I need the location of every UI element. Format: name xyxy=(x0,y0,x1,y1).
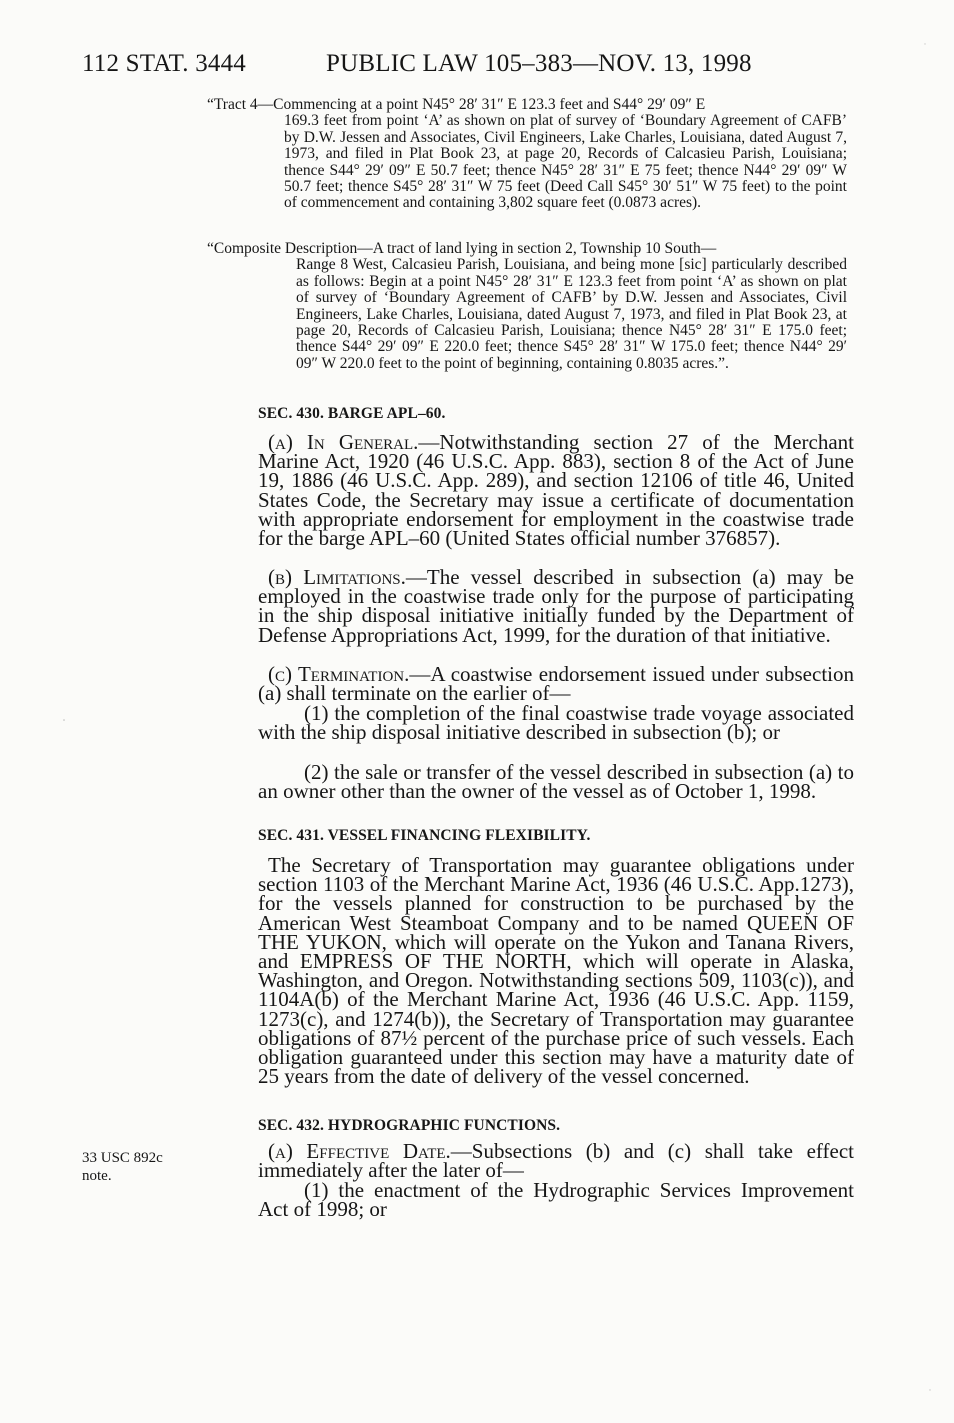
running-header: PUBLIC LAW 105–383—NOV. 13, 1998 xyxy=(326,50,752,77)
section-430-b-label: (b) Limitations. xyxy=(268,565,406,589)
section-432-a-text: —Subsections (b) and (c) shall take effect immediately after the later of— xyxy=(258,1139,854,1183)
section-430-c-2: (2) the sale or transfer of the vessel described in subsection (a) to an owner other than the owner of the vessel as of October 1, 1998. xyxy=(258,760,854,804)
section-432-a-1: (1) the enactment of the Hydrographic Services Improvement Act of 1998; or xyxy=(258,1178,854,1222)
statute-page-number: 112 STAT. 3444 xyxy=(82,50,246,77)
section-432-heading: SEC. 432. HYDROGRAPHIC FUNCTIONS. xyxy=(258,1117,561,1134)
composite-body: Range 8 West, Calcasieu Parish, Louisiana, and being mone [sic] particularly described as follows: Begin at a point N45° 28′ 31″ E 123.3 feet from point ‘A’ as shown on plat of survey of ‘Boundary Agreement of CAFB’ by D.W. Jessen and Associates, Civil Engineers, Lake Charles, Louisiana, dated August 7, 1973, and filed in Plat Book 23, at page 20, Records of Calcasieu Parish, Louisiana; thence N45° 28′ 31″ E 175.0 feet; thence S44° 29′ 09″ E 220.0 feet; thence S45° 28′ 31″ W 175.0 feet; thence N44° 29′ 09″ W 220.0 feet to the point of beginning, containing 0.8035 acres.”. xyxy=(296,256,847,372)
section-430-c-1: (1) the completion of the final coastwise trade voyage associated with the ship disposal initiative described in subsection (b); or xyxy=(258,701,854,745)
section-432-a-label: (a) Effective Date. xyxy=(268,1139,451,1163)
section-430-c-text: —A coastwise endorsement issued under subsection (a) shall terminate on the earlier of— xyxy=(258,662,854,706)
section-430-b-text: —The vessel described in subsection (a) may be employed in the coastwise trade only for the purpose of participating in the ship disposal initiative initially funded by the Department of Defense Appropriations Act, 1999, for the duration of that initiative. xyxy=(258,565,854,647)
section-431-heading: SEC. 431. VESSEL FINANCING FLEXIBILITY. xyxy=(258,827,591,844)
section-430-a-text: —Notwithstanding section 27 of the Merchant Marine Act, 1920 (46 U.S.C. App. 883), section 8 of the Act of June 19, 1886 (46 U.S.C. App. 289), and section 12106 of title 46, United States Code, the Secretary may issue a certificate of documentation with appropriate endorsement for employment in the coastwise trade for the barge APL–60 (United States official number 376857). xyxy=(258,430,855,551)
section-430-a-label: (a) In General. xyxy=(268,430,419,454)
speck xyxy=(63,719,65,721)
margin-note: 33 USC 892c note. xyxy=(82,1150,163,1184)
section-431-text: The Secretary of Transportation may guarantee obligations under section 1103 of the Merchant Marine Act, 1936 (46 U.S.C. App.1273), for the vessels planned for construction to be purchased by the American West Steamboat Company and to be named QUEEN OF THE YUKON, which will operate on the Yukon and Tanana Rivers, and EMPRESS OF THE NORTH, which will operate in Alaska, Washington, and Oregon. Notwithstanding sections 509, 1103(c)), and 1104A(b) of the Merchant Marine Act, 1936 (46 U.S.C. App. 1159, 1273(c), and 1274(b)), the Secretary of Transportation may guarantee obligations of 87½ percent of the purchase price of such vessels. Each obligation guaranteed under this section may have a maturity date of 25 years from the date of delivery of the vessel concerned. xyxy=(258,853,854,1089)
section-430-heading: SEC. 430. BARGE APL–60. xyxy=(258,405,446,422)
tract-4-body: 169.3 feet from point ‘A’ as shown on plat of survey of ‘Boundary Agreement of CAFB’ by D.W. Jessen and Associates, Civil Engineers, Lake Charles, Louisiana, dated August 7, 1973, and filed in Plat Book 23, at page 20, Records of Calcasieu Parish, Louisiana; thence S44° 29′ 09″ E 50.7 feet; thence N45° 28′ 31″ E 75 feet; thence N44° 29′ 09″ W 50.7 feet; thence S45° 28′ 31″ W 75 feet (Deed Call S45° 30′ 51″ W 75 feet) to the point of commencement and containing 3,802 square feet (0.0873 acres). xyxy=(284,112,847,212)
speck xyxy=(924,43,925,44)
section-430-c-label: (c) Termination. xyxy=(268,662,410,686)
tract-4-lead: “Tract 4—Commencing at a point N45° 28′ 31″ E 123.3 feet and S44° 29′ 09″ E xyxy=(207,96,706,113)
composite-lead: “Composite Description—A tract of land lying in section 2, Township 10 South— xyxy=(207,240,717,257)
speck xyxy=(929,1389,930,1390)
